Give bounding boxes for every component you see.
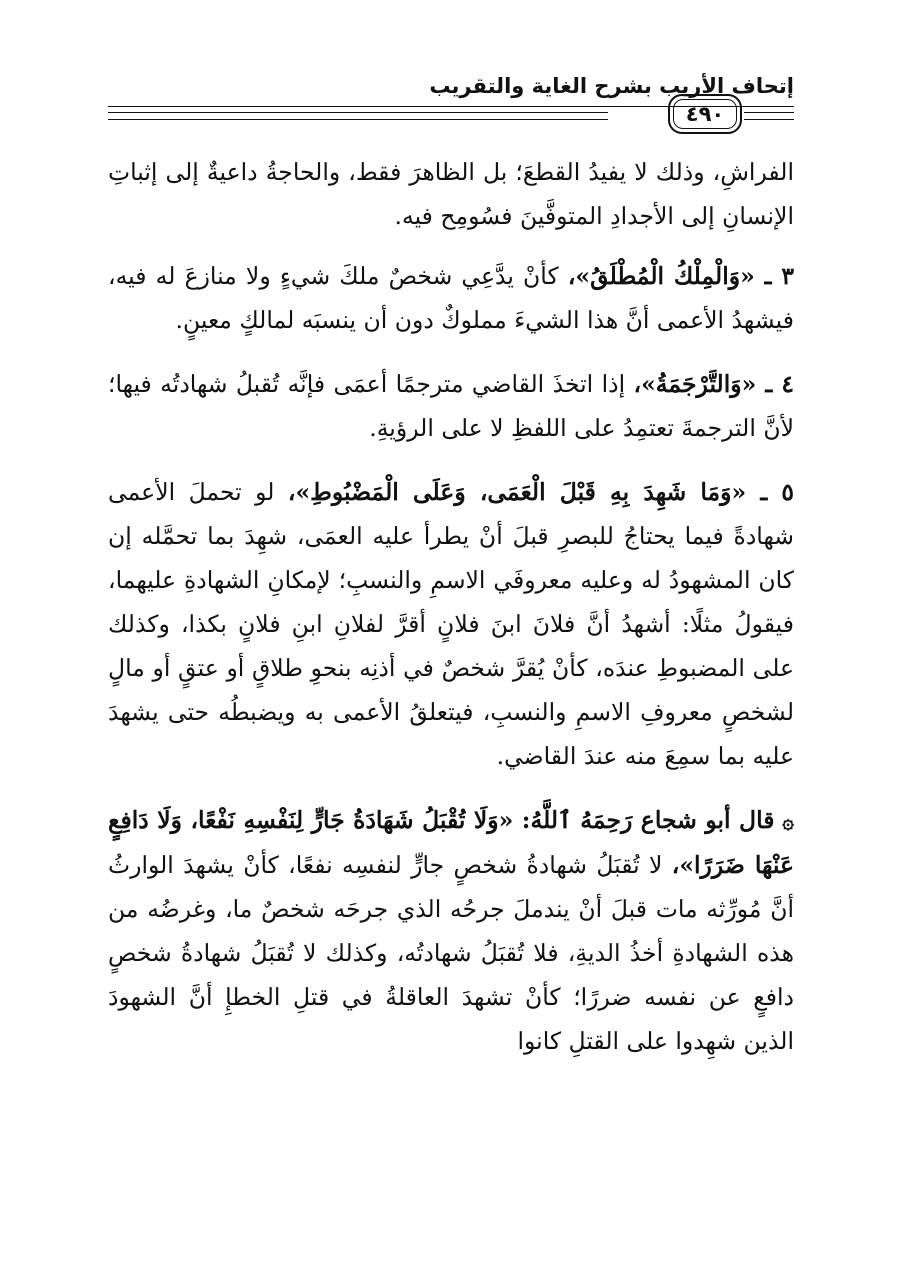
matn-quote: ٥ ـ «وَمَا شَهِدَ بِهِ قَبْلَ الْعَمَى، وَعَلَى الْمَضْبُوطِ»، (287, 478, 794, 506)
book-title: إتحاف الأريب بشرح الغاية والتقريب (429, 74, 794, 98)
page-number-frame (668, 94, 742, 134)
header-double-rule-left (108, 112, 608, 120)
paragraph-text: لو تحملَ الأعمى شهادةً فيما يحتاجُ للبصرِ قبلَ أنْ يطرأ عليه العمَى، شهِدَ بما تحمَّله إن كان المشهودُ له وعليه معروفَي الاسمِ والنسبِ؛ لإمكانِ الشهادةِ عليهما، فيقولُ مثلًا: أشهدُ أنَّ فلانَ ابنَ فلانٍ أقرَّ لفلانِ ابنِ فلانٍ بكذا، وكذلك على المضبوطِ عندَه، كأنْ يُقرَّ شخصٌ في أذنِه بنحوِ طلاقٍ أو عتقٍ أو مالٍ لشخصٍ معروفِ الاسمِ والنسبِ، فيتعلقُ الأعمى به ويضبطُه حتى يشهدَ عليه بما سمِعَ منه عندَ القاضي. (108, 478, 794, 770)
paragraph (108, 254, 794, 342)
paragraph (108, 150, 794, 238)
paragraph (108, 798, 794, 1063)
page-body (108, 150, 794, 1083)
paragraph-text: الفراشِ، وذلك لا يفيدُ القطعَ؛ بل الظاهرَ فقط، والحاجةُ داعيةٌ إلى إثباتِ الإنسانِ إلى الأجدادِ المتوفَّينَ فسُومِح فيه. (108, 158, 794, 230)
matn-quote: ٣ ـ «وَالْمِلْكُ الْمُطْلَقُ»، (567, 262, 795, 290)
paragraph (108, 362, 794, 450)
paragraph-text: إذا اتخذَ القاضي مترجمًا أعمَى فإنَّه تُقبلُ شهادتُه فيها؛ لأنَّ الترجمةَ تعتمِدُ على اللفظِ لا على الرؤيةِ. (108, 370, 794, 442)
paragraph-text: لا تُقبَلُ شهادةُ شخصٍ جارٍّ لنفسِه نفعًا، كأنْ يشهدَ الوارثُ أنَّ مُورِّثه مات قبلَ أنْ يندملَ جرحُه الذي جرحَه شخصٌ ما، وغرضُه من هذه الشهادةِ أخذُ الديةِ، فلا تُقبَلُ شهادتُه، وكذلك لا تُقبَلُ شهادةُ شخصٍ دافعٍ عن نفسه ضررًا؛ كأنْ تشهدَ العاقلةُ في قتلِ الخطإِ أنَّ الشهودَ الذين شهِدوا على القتلِ كانوا (108, 851, 794, 1055)
matn-quote: قال أبو شجاع رَحِمَهُ ٱللَّهُ: «وَلَا تُقْبَلُ شَهَادَةُ جَارٍّ لِنَفْسِهِ نَفْعًا، وَلَا دَافِعٍ عَنْهَا ضَرَرًا»، (108, 806, 794, 879)
matn-quote: ٤ ـ «وَالتَّرْجَمَةُ»، (633, 370, 794, 398)
paragraph (108, 470, 794, 778)
paragraph-text: كأنْ يدَّعِي شخصٌ ملكَ شيءٍ ولا منازعَ له فيه، فيشهدُ الأعمى أنَّ هذا الشيءَ مملوكٌ دون أن ينسبَه لمالكٍ معينٍ. (108, 262, 794, 334)
flower-marker-icon: ۞ (782, 809, 794, 833)
page-number: ٤٩٠ (673, 99, 737, 129)
page-header (108, 68, 794, 130)
header-double-rule-right (744, 112, 794, 120)
